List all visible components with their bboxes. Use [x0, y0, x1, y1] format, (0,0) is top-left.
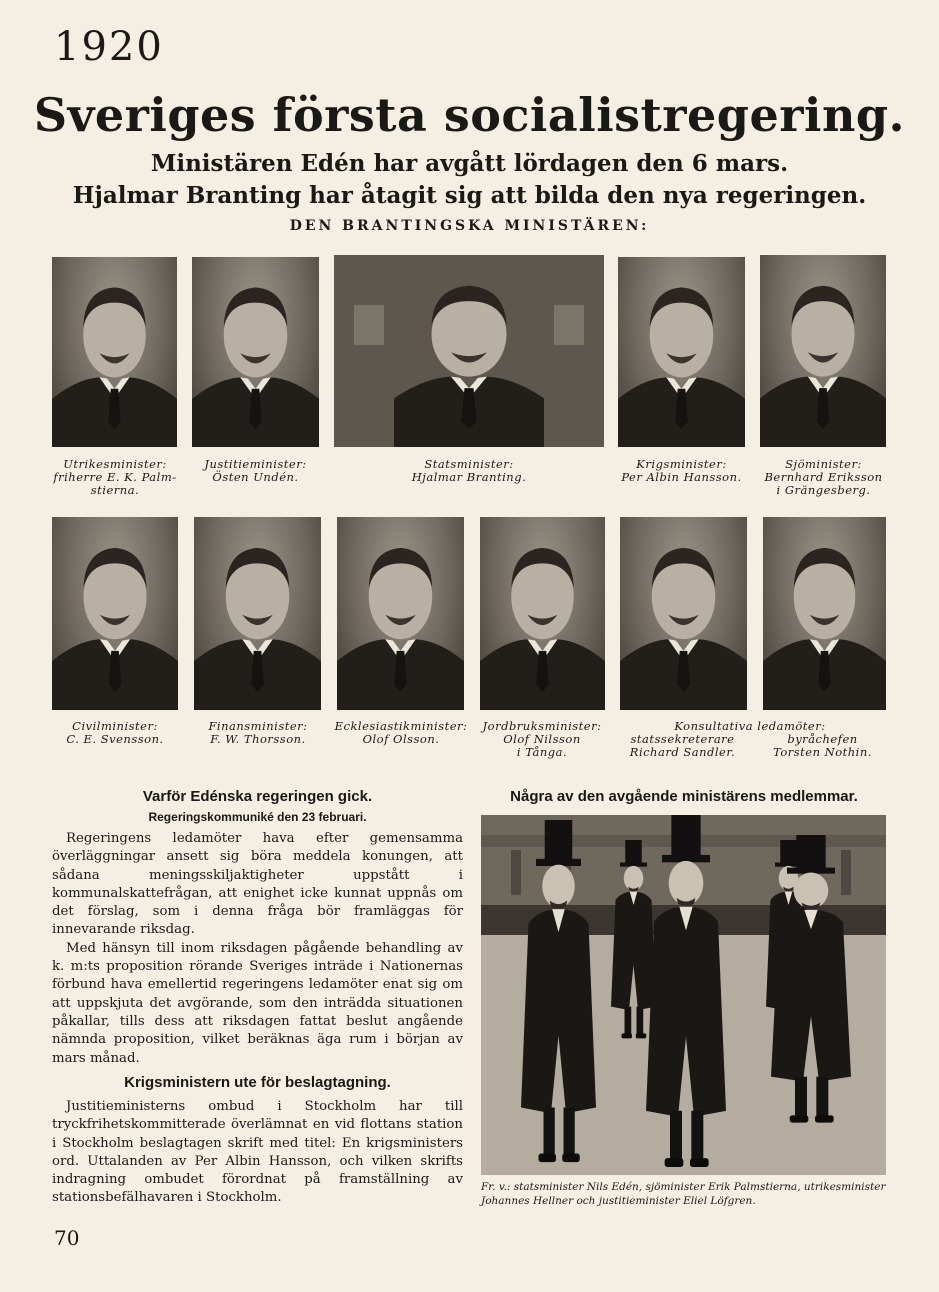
caption-nilsson: Jordbruksminister: Olof Nilsson i Tånga. — [482, 719, 602, 759]
caption-nothin: byråchefen Torsten Nothin. — [773, 732, 872, 759]
ministry-label: DEN BRANTINGSKA MINISTÄREN: — [289, 218, 650, 234]
portrait-eriksson — [760, 255, 886, 447]
caption-palmstierna: Utrikesminister: friherre E. K. Palm- stierna. — [53, 457, 177, 497]
caption-konsultativa-title: Konsultativa ledamöter: — [674, 719, 826, 733]
subheadline-1: Ministären Edén har avgått lördagen den 6 mars. — [150, 150, 789, 177]
photo-caption: Fr. v.: statsminister Nils Edén, sjöminister Erik Palmstierna, utrikesminister Johannes Hellner och justitieminister Eliel Löfgren. — [481, 1181, 886, 1207]
portrait-nilsson — [480, 517, 605, 710]
portrait-olsson — [337, 517, 464, 710]
caption-olsson: Ecklesiastikminister: Olof Olsson. — [334, 719, 468, 746]
caption-eriksson: Sjöminister: Bernhard Eriksson i Grängesberg. — [764, 457, 883, 497]
portrait-branting — [334, 255, 604, 447]
portrait-sandler — [620, 517, 747, 710]
caption-sandler: statssekreterare Richard Sandler. — [629, 732, 736, 759]
page-number: 70 — [54, 1226, 80, 1250]
article1-subtitle: Regeringskommuniké den 23 februari. — [148, 810, 367, 824]
caption-unden: Justitieminister: Östen Undén. — [204, 457, 307, 484]
portrait-thorsson — [194, 517, 321, 710]
portrait-nothin — [763, 517, 886, 710]
portrait-hansson — [618, 257, 745, 447]
caption-thorsson: Finansminister: F. W. Thorsson. — [208, 719, 308, 746]
article2-body: Justitieministerns ombud i Stockholm har till tryckfrihetskommitterade överlämnat en vid flottans station i Stockholm beslagtagen skrift med titel: En krigsministers ord. Uttalanden av Per Albin Hansson, och vilken skrifts indragning ombudet förordnat på framställning av stationsbefälhavaren i Stockholm. — [52, 1099, 463, 1206]
year-heading: 1920 — [54, 24, 164, 70]
subheadline-2: Hjalmar Branting har åtagit sig att bilda den nya regeringen. — [72, 182, 867, 209]
caption-branting: Statsminister: Hjalmar Branting. — [411, 457, 527, 484]
article2-title: Krigsministern ute för beslagtagning. — [124, 1074, 391, 1091]
departing-ministers-photo — [481, 815, 886, 1175]
caption-hansson: Krigsminister: Per Albin Hansson. — [621, 457, 742, 484]
portrait-palmstierna — [52, 257, 177, 447]
portrait-svensson — [52, 517, 178, 710]
article1-body: Regeringens ledamöter hava efter gemensamma överläggningar ansett sig böra meddela konungen, att sådana meningsskiljaktigheter uppstått i kommunalskattefrågan, att enighet icke kunnat uppnås om det förslag, som i denna fråga bör framläggas för innevarande riksdag. Med hänsyn till inom riksdagen pågående behandling av k. m:ts proposition rörande Sveriges inträde i Nationernas förbund hava emellertid regeringens ledamöter enat sig om att uppskjuta det avgörande, som den inträdda situationen påkallar, tills dess att riksdagen fattat beslut angående nämnda proposition, vilket beräknas äga rum i början av mars månad. — [52, 831, 463, 1066]
photo-section-title: Några av den avgående ministärens medlemmar. — [510, 788, 858, 805]
main-headline: Sveriges första socialistregering. — [33, 88, 906, 142]
portrait-unden — [192, 257, 319, 447]
caption-svensson: Civilminister: C. E. Svensson. — [66, 719, 164, 746]
article1-title: Varför Edénska regeringen gick. — [142, 788, 373, 805]
